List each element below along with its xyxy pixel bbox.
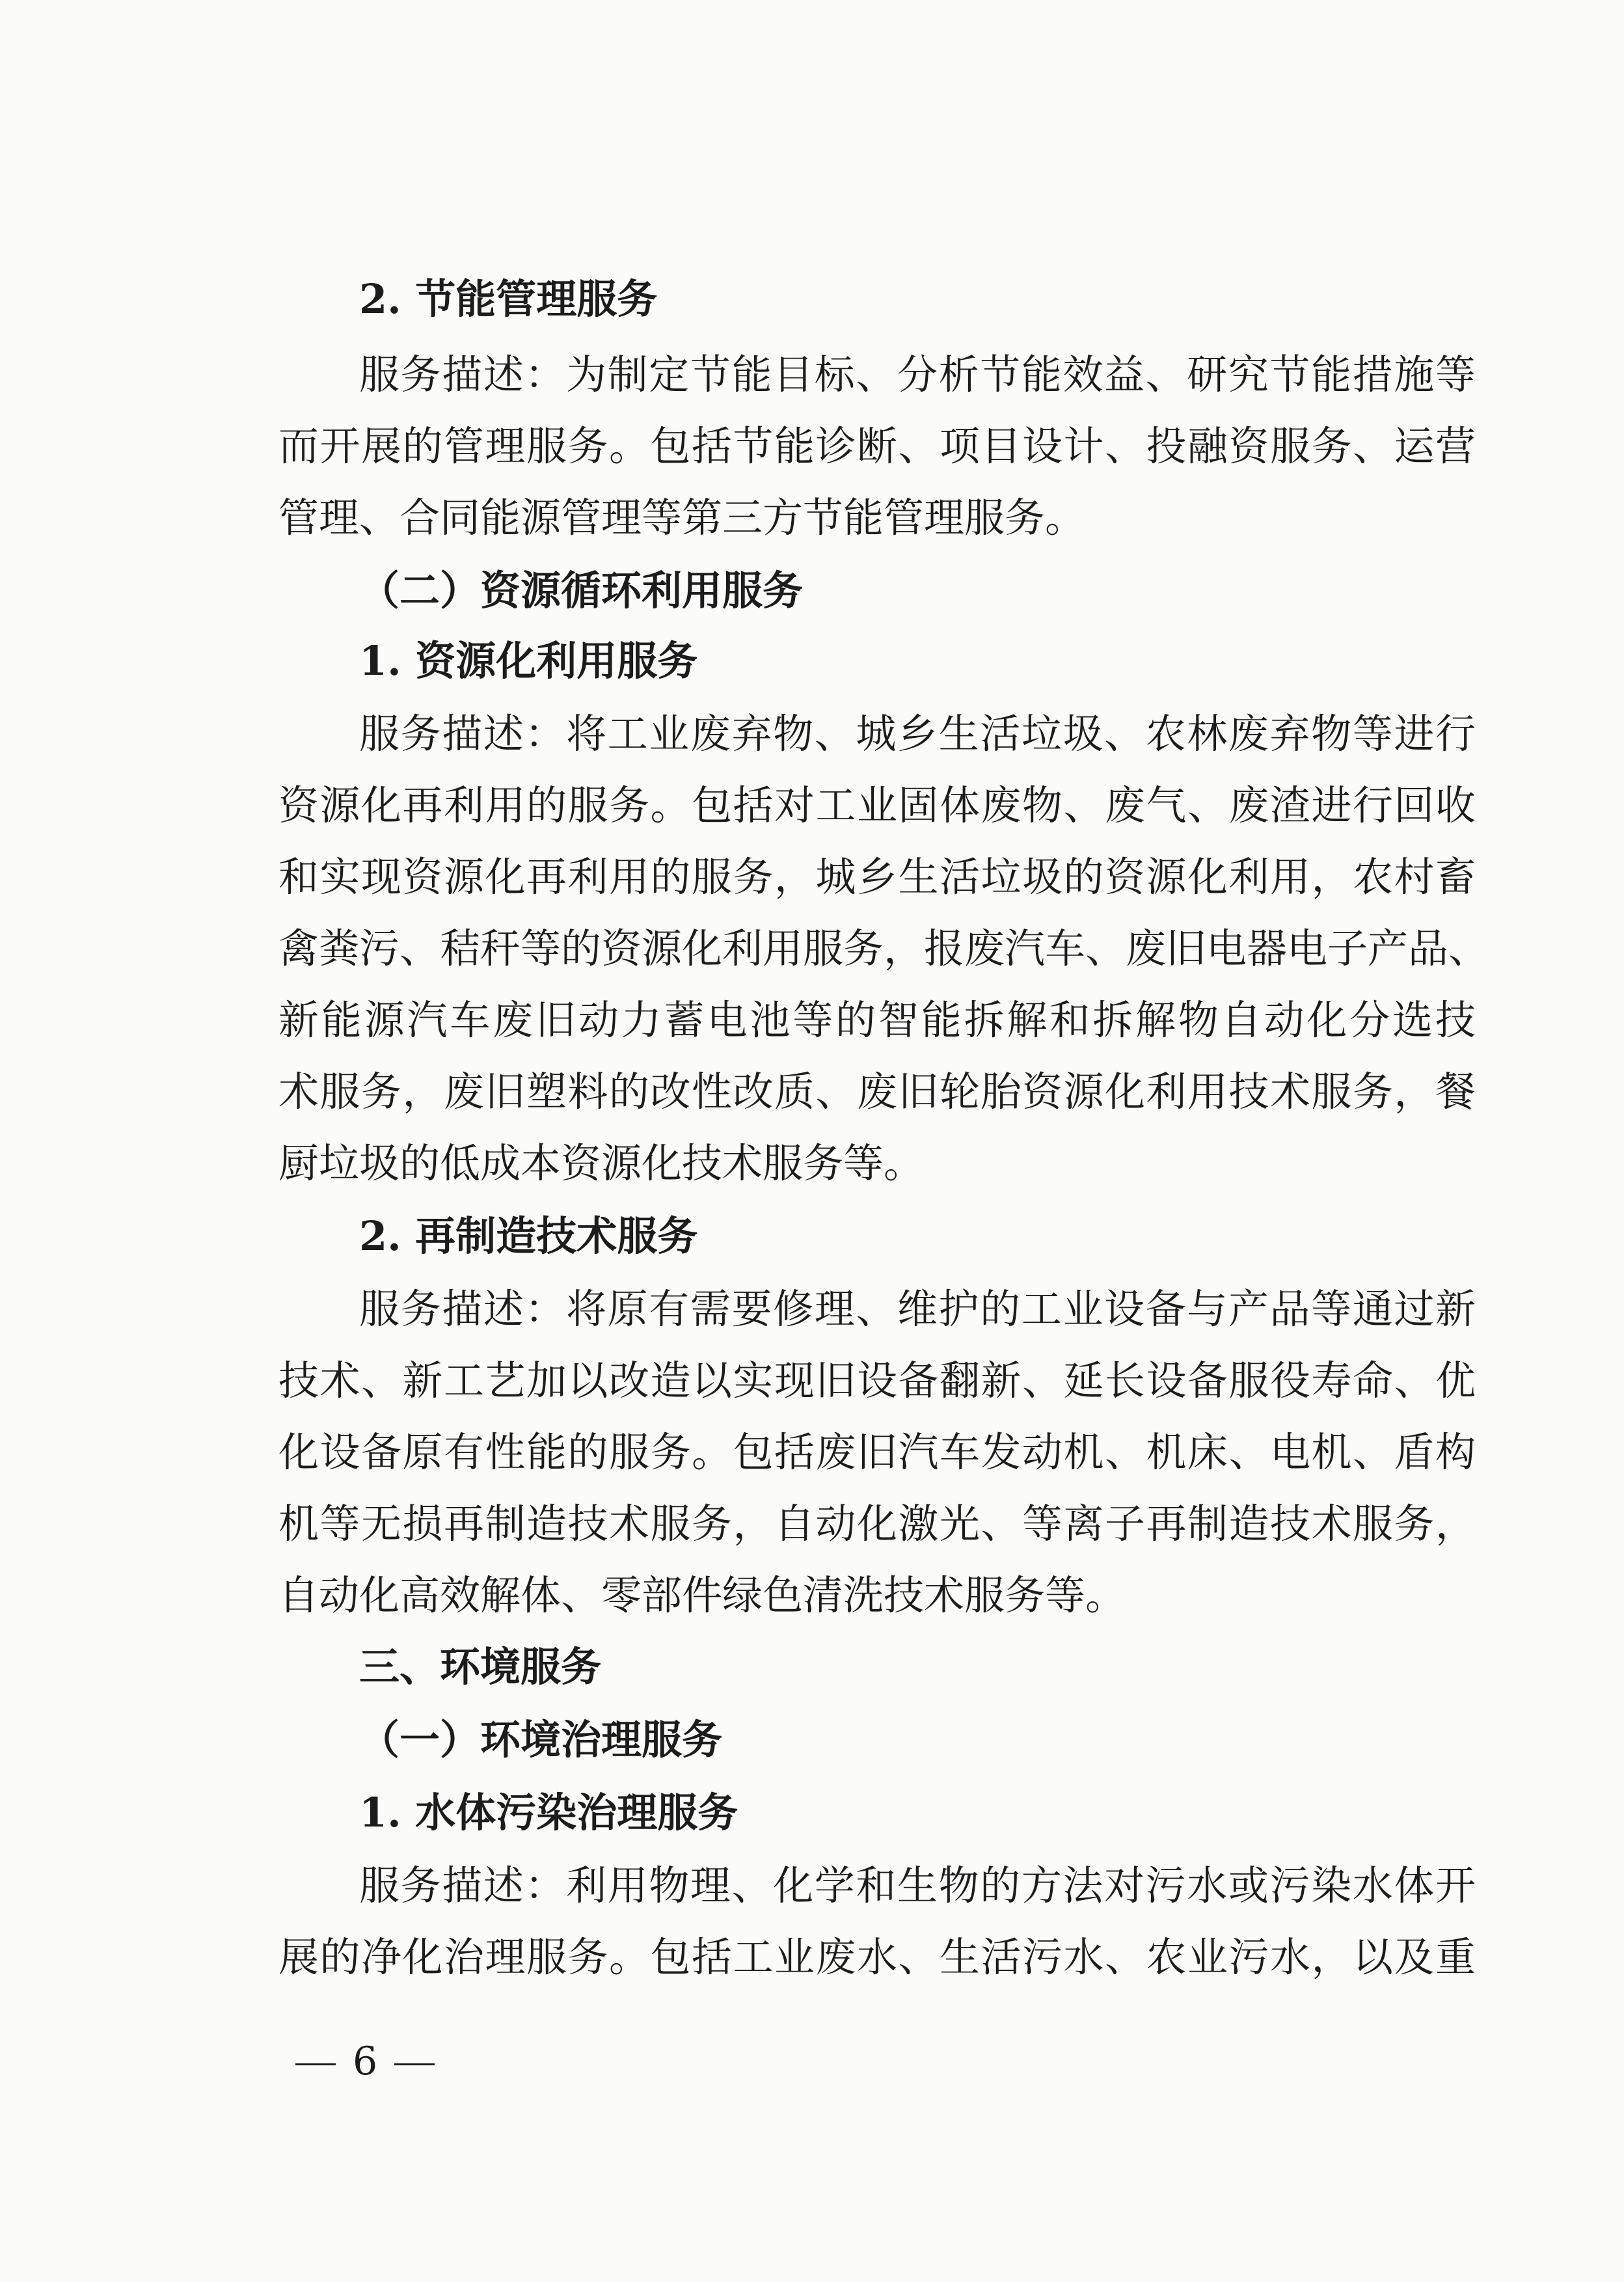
paragraph-line: 自动化高效解体、零部件绿色清洗技术服务等。 [278,1571,1126,1619]
paragraph-line: 管理、合同能源管理等第三方节能管理服务。 [278,494,1086,541]
paragraph-line: 服务描述：将工业废弃物、城乡生活垃圾、农林废弃物等进行 [359,710,1476,757]
paragraph-line: 化设备原有性能的服务。包括废旧汽车发动机、机床、电机、盾构 [278,1428,1476,1476]
page-footer [278,2035,452,2087]
paragraph-line: 展的净化治理服务。包括工业废水、生活污水、农业污水，以及重 [278,1933,1476,1981]
section-heading: 三、环境服务 [359,1643,602,1691]
section-heading: 1. 资源化利用服务 [359,637,698,685]
footer-dash-left [295,2063,336,2065]
page-number: 6 [353,2039,378,2084]
paragraph-line: 机等无损再制造技术服务，自动化激光、等离子再制造技术服务， [278,1500,1476,1547]
paragraph-line: 厨垃圾的低成本资源化技术服务等。 [278,1139,925,1187]
section-heading: 1. 水体污染治理服务 [359,1789,738,1836]
section-heading: 2. 节能管理服务 [359,275,658,323]
paragraph-line: 和实现资源化再利用的服务，城乡生活垃圾的资源化利用，农村畜 [278,853,1476,901]
section-heading: （一）环境治理服务 [359,1716,723,1763]
paragraph-line: 技术、新工艺加以改造以实现旧设备翻新、延长设备服役寿命、优 [278,1357,1476,1404]
paragraph-line: 而开展的管理服务。包括节能诊断、项目设计、投融资服务、运营 [278,422,1476,470]
paragraph-line: 禽粪污、秸秆等的资源化利用服务，报废汽车、废旧电器电子产品、 [278,925,1489,972]
paragraph-line: 服务描述：将原有需要修理、维护的工业设备与产品等通过新 [359,1285,1476,1333]
paragraph-line: 术服务，废旧塑料的改性改质、废旧轮胎资源化利用技术服务，餐 [278,1068,1476,1115]
paragraph-line: 新能源汽车废旧动力蓄电池等的智能拆解和拆解物自动化分选技 [278,996,1476,1044]
section-heading: （二）资源循环利用服务 [359,567,804,614]
paragraph-line: 资源化再利用的服务。包括对工业固体废物、废气、废渣进行回收 [278,781,1476,829]
section-heading: 2. 再制造技术服务 [359,1212,698,1260]
paragraph-line: 服务描述：利用物理、化学和生物的方法对污水或污染水体开 [359,1862,1476,1909]
paragraph-line: 服务描述：为制定节能目标、分析节能效益、研究节能措施等 [359,351,1476,398]
footer-dash-right [394,2063,435,2065]
